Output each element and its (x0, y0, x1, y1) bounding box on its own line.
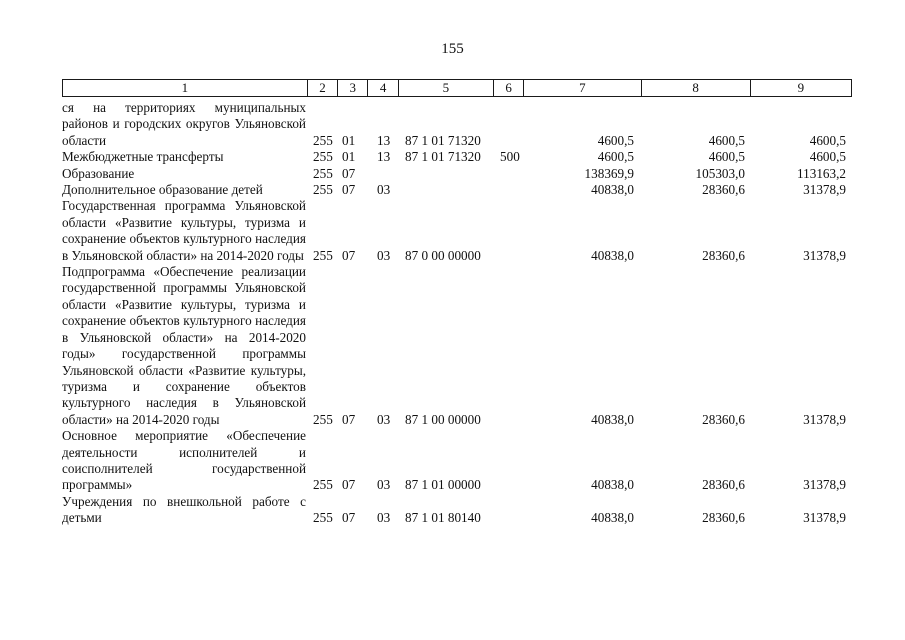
column-header-4: 4 (368, 80, 398, 97)
cell-pr: 03 (377, 510, 391, 526)
cell-rz: 01 (342, 149, 356, 165)
cell-value-2: 4600,5 (708, 132, 745, 148)
cell-value-3: 31378,9 (803, 411, 846, 427)
column-header-1: 1 (63, 80, 308, 97)
column-header-2: 2 (307, 80, 337, 97)
cell-value-3: 31378,9 (803, 510, 846, 526)
column-header-5: 5 (398, 80, 493, 97)
row-name: Государственная программа Ульяновской области «Развитие культуры, туризма и сохранение объектов культурного наследия в Ульяновской области» на 2014-2020 годы (62, 198, 306, 263)
cell-value-1: 40838,0 (591, 247, 634, 263)
column-header-9: 9 (750, 80, 851, 97)
cell-csr: 87 1 01 00000 (405, 477, 481, 493)
cell-pr: 03 (377, 182, 391, 198)
cell-gr: 255 (313, 132, 333, 148)
cell-value-2: 28360,6 (702, 247, 745, 263)
cell-pr: 03 (377, 477, 391, 493)
cell-csr: 87 1 01 71320 (405, 149, 481, 165)
cell-csr: 87 0 00 00000 (405, 247, 481, 263)
column-header-3: 3 (338, 80, 368, 97)
cell-value-3: 31378,9 (803, 182, 846, 198)
cell-value-2: 4600,5 (708, 149, 745, 165)
table-row (62, 198, 852, 264)
table-row (62, 149, 852, 165)
row-name: Основное мероприятие «Обеспечение деятельности исполнителей и соисполнителей государственной программы» (62, 428, 306, 493)
cell-vr: 500 (500, 149, 520, 165)
cell-value-1: 40838,0 (591, 411, 634, 427)
column-header-8: 8 (641, 80, 750, 97)
cell-value-1: 4600,5 (597, 132, 634, 148)
table-row (62, 166, 852, 182)
cell-value-3: 113163,2 (797, 165, 846, 181)
table-row (62, 182, 852, 198)
cell-rz: 07 (342, 411, 356, 427)
cell-rz: 01 (342, 132, 356, 148)
cell-value-2: 28360,6 (702, 182, 745, 198)
cell-gr: 255 (313, 149, 333, 165)
cell-value-3: 31378,9 (803, 247, 846, 263)
row-name: Межбюджетные трансферты (62, 149, 224, 165)
cell-pr: 13 (377, 149, 391, 165)
budget-table-body (62, 100, 852, 527)
cell-rz: 07 (342, 477, 356, 493)
cell-value-2: 28360,6 (702, 477, 745, 493)
column-header-row (62, 79, 852, 97)
cell-rz: 07 (342, 510, 356, 526)
cell-value-1: 40838,0 (591, 182, 634, 198)
cell-value-2: 28360,6 (702, 510, 745, 526)
cell-gr: 255 (313, 165, 333, 181)
cell-csr: 87 1 01 80140 (405, 510, 481, 526)
cell-value-2: 105303,0 (695, 165, 745, 181)
cell-rz: 07 (342, 247, 356, 263)
table-row (62, 494, 852, 527)
cell-value-1: 40838,0 (591, 510, 634, 526)
row-name: ся на территориях муниципальных районов и городских округов Ульяновской области (62, 100, 306, 148)
row-name: Учреждения по внешкольной работе с детьми (62, 493, 306, 526)
table-row (62, 100, 852, 149)
row-name: Подпрограмма «Обеспечение реализации государственной программы Ульяновской области «Развитие культуры, туризма и сохранение объектов культурного наследия в Ульяновской области» на 2014-2020 годы» государственной программы Ульяновской области «Развитие культуры, туризма и сохранение объектов культурного наследия в Ульяновской области» на 2014-2020 годы (62, 264, 306, 427)
cell-pr: 03 (377, 411, 391, 427)
table-row (62, 264, 852, 428)
cell-csr: 87 1 00 00000 (405, 411, 481, 427)
cell-gr: 255 (313, 411, 333, 427)
cell-value-1: 40838,0 (591, 477, 634, 493)
table-row (62, 428, 852, 494)
cell-value-3: 4600,5 (809, 132, 846, 148)
cell-csr: 87 1 01 71320 (405, 132, 481, 148)
cell-pr: 03 (377, 247, 391, 263)
row-name: Дополнительное образование детей (62, 182, 263, 198)
column-header-6: 6 (493, 80, 523, 97)
cell-pr: 13 (377, 132, 391, 148)
cell-gr: 255 (313, 247, 333, 263)
row-name: Образование (62, 165, 135, 181)
page-number: 155 (441, 41, 464, 57)
cell-rz: 07 (342, 165, 356, 181)
cell-rz: 07 (342, 182, 356, 198)
cell-gr: 255 (313, 182, 333, 198)
cell-value-1: 138369,9 (584, 165, 634, 181)
cell-value-3: 31378,9 (803, 477, 846, 493)
cell-gr: 255 (313, 510, 333, 526)
cell-value-3: 4600,5 (809, 149, 846, 165)
column-header-7: 7 (524, 80, 641, 97)
cell-value-2: 28360,6 (702, 411, 745, 427)
cell-value-1: 4600,5 (597, 149, 634, 165)
cell-gr: 255 (313, 477, 333, 493)
